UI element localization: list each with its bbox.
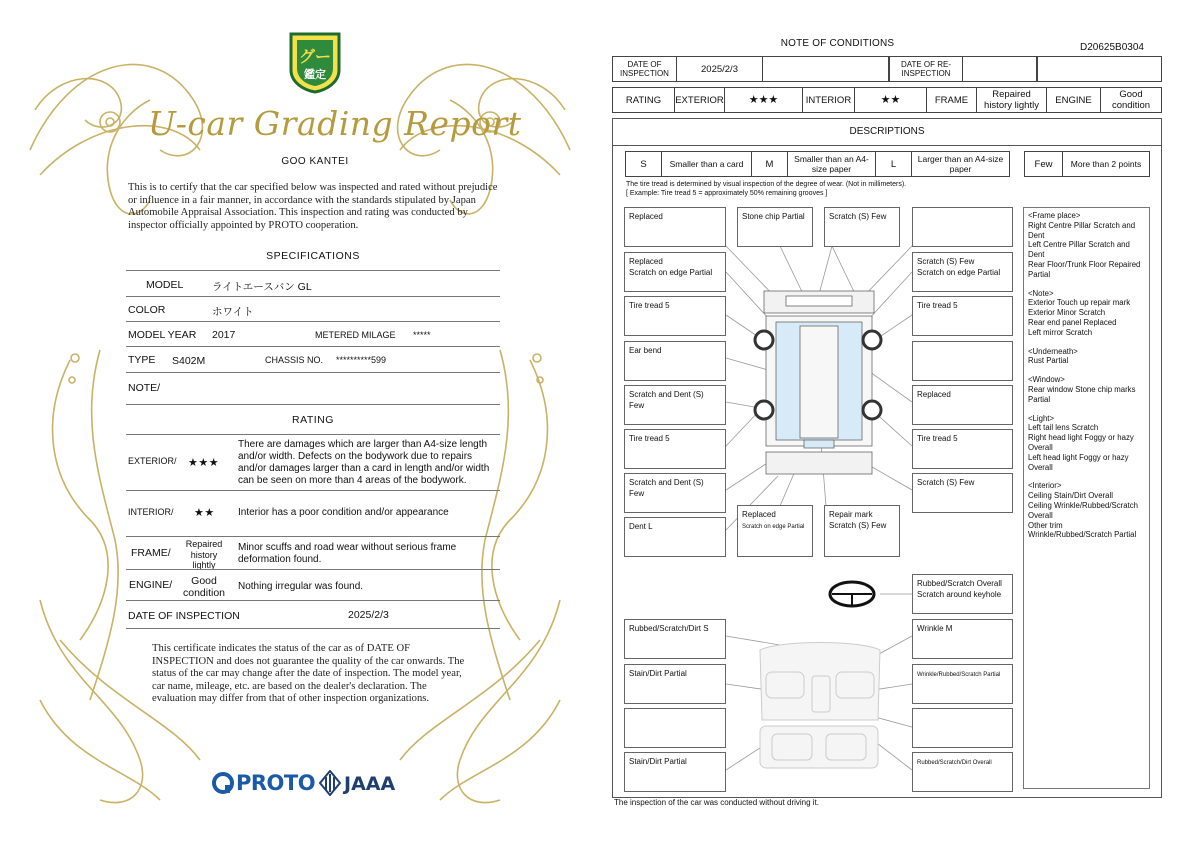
goo-kantei-badge-icon [285, 30, 345, 94]
note-box [912, 207, 1013, 247]
interior-label: INTERIOR/ [128, 507, 174, 517]
divider [126, 296, 500, 297]
reinspection-value-cell [963, 57, 1037, 81]
note-text: Scratch and Dent (S) Few [629, 478, 704, 498]
chassis-value: **********599 [336, 355, 387, 365]
note-box [912, 296, 1013, 336]
note-box [912, 574, 1013, 614]
side-note: Exterior Minor Scratch [1028, 308, 1106, 318]
rating-heading: RATING [292, 414, 334, 426]
side-note: Rear end panel Replaced [1028, 317, 1117, 327]
color-value: ホワイト [212, 306, 254, 318]
note-text: Repair mark [829, 510, 873, 519]
note-text: Scratch on edge Partial [917, 268, 1001, 277]
side-note: Left mirror Scratch [1028, 327, 1093, 337]
metered-milage-label: METERED MILAGE [315, 330, 396, 340]
note-box [912, 252, 1013, 292]
interior-label: INTERIOR [803, 88, 855, 112]
note-text: Wrinkle M [917, 624, 953, 633]
size-legend [625, 151, 1010, 177]
note-box [624, 473, 726, 513]
divider [126, 346, 500, 347]
note-box [624, 517, 726, 557]
blank-cell [1037, 57, 1161, 81]
legend-l: L [876, 152, 912, 176]
interior-description: Interior has a poor condition and/or appearance [238, 507, 449, 518]
note-box [912, 385, 1013, 425]
divider [126, 404, 500, 405]
legend-m: M [752, 152, 788, 176]
conditions-title: NOTE OF CONDITIONS [780, 38, 895, 49]
certification-statement: This is to certify that the car specified below was inspected and rated without prejudice or influence in a fair manner, in accordance with the standards stipulated by Japan Automobile Appraisal Association. This inspection and rating was conducted by inspector officially appointed by PROTO cooperation. [128, 182, 498, 231]
rating-row [612, 87, 1162, 113]
side-note: Ceiling Wrinkle/Rubbed/Scratch Overall [1028, 500, 1138, 520]
jaaa-logo: JAAA [344, 773, 396, 795]
note-box [624, 296, 726, 336]
note-box [737, 505, 813, 557]
note-box [624, 252, 726, 292]
inspection-footnote: The inspection of the car was conducted without driving it. [614, 798, 819, 807]
divider [126, 270, 500, 271]
model-label: MODEL [146, 279, 184, 291]
date-of-inspection-value: 2025/2/3 [677, 57, 763, 81]
few-legend [1024, 151, 1150, 177]
note-text: Replaced [629, 257, 663, 266]
side-note: Left Centre Pillar Scratch and Dent [1028, 240, 1130, 260]
model-value: ライトエースバン GL [212, 281, 312, 293]
legend-few: Few [1025, 152, 1063, 176]
note-text: Scratch (S) Few [829, 212, 887, 221]
note-box [824, 207, 900, 247]
condition-notes-panel [1023, 207, 1150, 789]
proto-logo-icon [212, 772, 234, 794]
note-text: Stain/Dirt Partial [629, 757, 687, 766]
divider [126, 536, 500, 537]
note-text: Dent L [629, 522, 653, 531]
descriptions-heading: DESCRIPTIONS [849, 126, 925, 137]
note-text: Stone chip Partial [742, 212, 805, 221]
note-text: Rubbed/Scratch/Dirt S [629, 624, 709, 633]
metered-milage-value: ***** [413, 330, 431, 340]
note-box [624, 619, 726, 659]
exterior-label: EXTERIOR [675, 88, 725, 112]
date-of-inspection-label: DATE OF INSPECTION [613, 57, 677, 81]
certificate-disclaimer: This certificate indicates the status of the car as of DATE OF INSPECTION and does not guarantee the quality of the car onwards. The status of the car may change after the date of inspection. The model year, car name, mileage, etc. are based on the dealer's declaration. The evaluation may differ from that of other inspection organizations. [152, 643, 465, 704]
tread-note: The tire tread is determined by visual inspection of the degree of wear. (Not in millimeters). [626, 181, 907, 188]
color-label: COLOR [128, 304, 166, 316]
legend-l-desc: Larger than an A4-size paper [917, 154, 1004, 174]
note-text: Rubbed/Scratch Overall [917, 579, 1002, 588]
type-label: TYPE [128, 354, 156, 366]
legend-s: S [626, 152, 662, 176]
note-box [624, 429, 726, 469]
tread-example: [ Example: Tire tread 5 = approximately 50% remaining grooves ] [626, 190, 828, 197]
note-text: Tire tread 5 [629, 434, 670, 443]
divider [126, 434, 500, 435]
svg-text:グー: グー [298, 47, 332, 66]
blank-cell [763, 57, 889, 81]
side-note: <Window> [1028, 375, 1065, 385]
engine-label: ENGINE/ [129, 579, 173, 591]
note-text: Wrinkle/Rubbed/Scratch Partial [917, 672, 1001, 678]
date-of-inspection-value: 2025/2/3 [348, 609, 389, 621]
note-text: Tire tread 5 [917, 301, 958, 310]
note-label: NOTE/ [128, 382, 161, 394]
legend-few-desc: More than 2 points [1070, 159, 1142, 169]
side-note: <Interior> [1028, 481, 1062, 491]
note-text: Tire tread 5 [629, 301, 670, 310]
divider [126, 490, 500, 491]
note-text: Scratch (S) Few [917, 478, 975, 487]
legend-m-desc: Smaller than an A4-size paper [788, 152, 876, 176]
note-text: Scratch around keyhole [917, 590, 1002, 599]
note-text: Rubbed/Scratch/Dirt Overall [917, 760, 992, 766]
side-note: <Frame place> [1028, 211, 1081, 220]
note-text: Ear bend [629, 346, 662, 355]
side-note: <Light> [1028, 413, 1055, 423]
note-text: Scratch and Dent (S) Few [629, 390, 704, 410]
side-note: Exterior Touch up repair mark [1028, 298, 1131, 308]
engine-description: Nothing irregular was found. [238, 581, 364, 592]
side-note: Left head light Foggy or hazy Overall [1028, 452, 1129, 472]
note-text: Scratch on edge Partial [742, 524, 805, 530]
divider [126, 569, 500, 570]
side-note: Other trim Wrinkle/Rubbed/Scratch Partial [1028, 520, 1137, 540]
model-year-value: 2017 [212, 329, 236, 341]
divider [612, 145, 1162, 146]
exterior-stars: ★★★ [188, 457, 220, 469]
note-box [624, 341, 726, 381]
inspection-date-row [612, 56, 1162, 82]
note-text: Replaced [629, 212, 663, 221]
frame-label: FRAME/ [131, 547, 171, 559]
divider [126, 321, 500, 322]
frame-description: Minor scuffs and road wear without serious frame deformation found. [238, 542, 457, 565]
side-note: Rust Partial [1028, 356, 1069, 366]
note-box [912, 429, 1013, 469]
note-box [912, 341, 1013, 381]
divider [126, 600, 500, 601]
jaaa-logo-icon [318, 770, 342, 796]
divider [126, 628, 500, 629]
note-box [912, 473, 1013, 513]
note-text: Scratch (S) Few [829, 521, 887, 530]
exterior-label: EXTERIOR/ [128, 456, 177, 466]
side-note: Ceiling Stain/Dirt Overall [1028, 491, 1113, 501]
date-of-reinspection-label: DATE OF RE-INSPECTION [889, 57, 963, 81]
legend-s-desc: Smaller than a card [662, 152, 752, 176]
exterior-stars: ★★★ [725, 88, 803, 112]
note-text: Stain/Dirt Partial [629, 669, 687, 678]
side-note: <Note> [1028, 288, 1054, 298]
note-text: Scratch (S) Few [917, 257, 975, 266]
note-box [624, 752, 726, 792]
report-subtitle: GOO KANTEI [281, 156, 349, 167]
engine-label: ENGINE [1047, 88, 1101, 112]
note-box [912, 619, 1013, 659]
engine-value: Good condition [182, 575, 226, 599]
model-year-label: MODEL YEAR [128, 329, 197, 341]
note-box [624, 385, 726, 425]
side-note: Rear Floor/Trunk Floor Repaired Partial [1028, 259, 1141, 279]
frame-value: Repaired history lightly [977, 88, 1047, 112]
interior-stars: ★★ [855, 88, 927, 112]
note-box [624, 708, 726, 748]
report-title: U-car Grading Report [148, 104, 522, 143]
note-box [624, 664, 726, 704]
engine-value: Good condition [1111, 89, 1151, 111]
note-box [737, 207, 813, 247]
note-box [912, 664, 1013, 704]
note-text: Tire tread 5 [917, 434, 958, 443]
side-note: <Underneath> [1028, 346, 1078, 356]
note-of-conditions [600, 0, 1200, 848]
note-text: Replaced [742, 510, 776, 519]
date-of-inspection-label: DATE OF INSPECTION [128, 610, 240, 622]
chassis-label: CHASSIS NO. [265, 355, 324, 365]
frame-value: Repaired history lightly [185, 539, 223, 570]
proto-logo: PROTO [236, 771, 316, 795]
note-box [824, 505, 900, 557]
frame-label: FRAME [927, 88, 977, 112]
divider [126, 372, 500, 373]
note-box [912, 752, 1013, 792]
side-note: Right Centre Pillar Scratch and Dent [1028, 220, 1136, 240]
side-note: Rear window Stone chip marks Partial [1028, 384, 1136, 404]
rating-label: RATING [613, 88, 675, 112]
document-id: D20625B0304 [1080, 42, 1144, 53]
note-text: Scratch on edge Partial [629, 268, 713, 277]
note-box [912, 708, 1013, 748]
note-box [624, 207, 726, 247]
side-note: Right head light Foggy or hazy Overall [1028, 433, 1134, 452]
interior-stars: ★★ [194, 507, 215, 519]
note-text: Replaced [917, 390, 951, 399]
exterior-description: There are damages which are larger than A4-size length and/or width. Defects on the bodywork due to repairs and/or damages larger than a card in length and/or width can be seen on more than 4 areas of the bodywork. [238, 439, 490, 486]
badge-text: 鑑定 [304, 68, 326, 81]
specifications-heading: SPECIFICATIONS [266, 250, 360, 262]
type-value: S402M [172, 355, 206, 367]
side-note: Left tail lens Scratch [1028, 423, 1099, 433]
